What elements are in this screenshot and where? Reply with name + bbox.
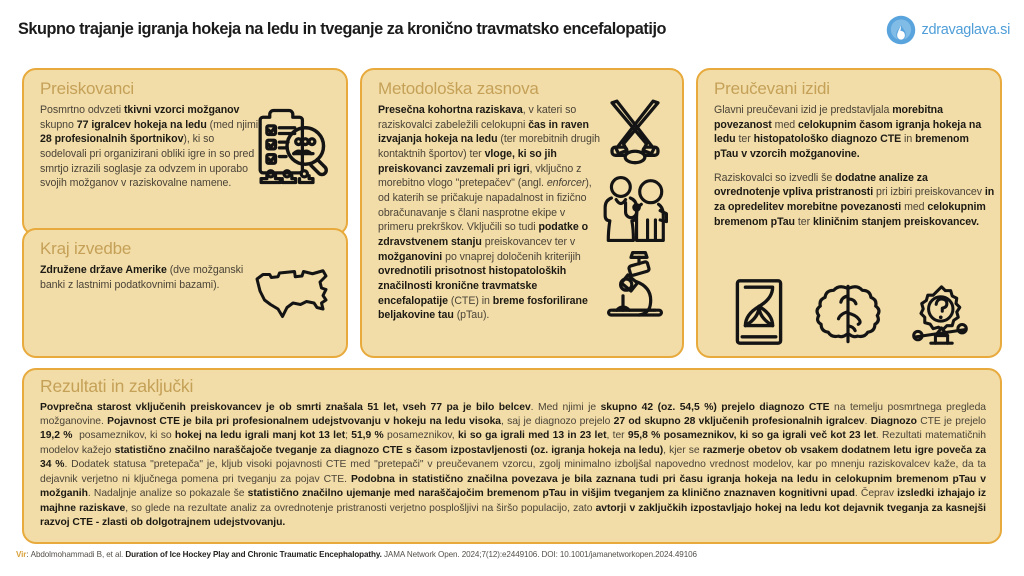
- header: [0, 0, 1024, 60]
- citation-prefix: Vir: [16, 550, 27, 559]
- usa-map-icon: [248, 264, 338, 324]
- panel-results-heading: Rezultati in zaključki: [40, 376, 194, 396]
- panel-results: [22, 368, 1002, 544]
- panel-outcomes-paragraph-1: Glavni preučevani izid je predstavljala morebitna povezanost med celokupnim časom igranja hokeja na ledu ter histopatološko diagnozo CTE in bremenom pTau v vzorcih možganovine.: [714, 104, 982, 161]
- brand-logo[interactable]: [886, 15, 1011, 45]
- microscope-icon: [599, 246, 671, 320]
- brand-name: zdravaglava.si: [921, 22, 1010, 38]
- brain-icon: [815, 280, 881, 348]
- doctor-patient-icon: [595, 176, 675, 242]
- panel-setting: [22, 228, 348, 358]
- source-citation: [16, 550, 1016, 559]
- panel-outcomes-icons: [716, 276, 986, 348]
- panel-methods-body: Presečna kohortna raziskava, v kateri so raziskovalci zabeležili celokupni čas in raven izvajanja hokeja na ledu (ter morebitnih drugih kontaktnih športov) ter vloge, ki so jih preiskovanci zavzemali pri igri, vključno z morebitno vlogo "pretepačev" (angl. enforcer), od katerih se pričakuje napadalnost in fizično obračunavanje s člani nasprotne ekipe v primeru prekrškov. Vključili so tudi podatke o zdravstvenem stanju preiskovancev ter v možganovini po vnaprej določenih kriterijih ovrednotili prisotnost histopatoloških značilnosti kronične travmatske encefalopatije (CTE) in breme fosforilirane beljakovine tau (pTau).: [378, 104, 600, 322]
- panel-subjects-icons: [240, 98, 336, 194]
- panel-methods: [360, 68, 684, 358]
- panel-methods-heading: Metodološka zasnova: [378, 79, 539, 98]
- crossed-hockey-sticks-puck-icon: [594, 96, 676, 172]
- citation-colon: :: [26, 550, 31, 559]
- panel-outcomes-body: [714, 103, 996, 229]
- panel-outcomes-heading: Preučevani izidi: [714, 79, 830, 98]
- panel-subjects-heading: Preiskovanci: [40, 79, 134, 98]
- citation-authors: Abdolmohammadi B, et al.: [30, 550, 124, 559]
- panel-setting-body: Združene države Amerike (dve možganski banki z lastnimi podatkovnimi bazami).: [40, 264, 244, 291]
- panel-subjects: [22, 68, 348, 236]
- panel-methods-icons: [594, 96, 676, 320]
- zdravaglava-logo-icon: [886, 15, 916, 45]
- citation-journal: JAMA Network Open. 2024;7(12):e2449106. DOI: 10.1001/jamanetworkopen.2024.49106: [383, 550, 697, 559]
- page-title: Skupno trajanje igranja hokeja na ledu in tveganje za kronično travmatsko encefalopatijo: [18, 20, 667, 39]
- panel-results-body: Povprečna starost vključenih preiskovancev je ob smrti znašala 51 let, vseh 77 pa je bilo belcev. Med njimi je skupno 42 (oz. 54,5 %) prejelo diagnozo CTE na temelju posmrtnega pregleda možganovine. Pojavnost CTE je bila pri profesionalnem udejstvovanju v hokeju na ledu visoka, saj je diagnozo prejelo 27 od skupno 28 vključenih profesionalnih igralcev. Diagnozo CTE je prejelo 19,2 % posameznikov, ki so hokej na ledu igrali manj kot 13 let; 51,9 % posameznikov, ki so ga igrali med 13 in 23 let, ter 95,8 % posameznikov, ki so ga igrali več kot 23 let. Rezultati matematičnih modelov kažejo statistično značilno naraščajoče tveganje za diagnozo CTE s časom izpostavljenosti (oz. igranja hokeja na ledu), kjer se razmerje obetov ob vsakem dodatnem letu igre poveča za 34 %. Dodatek statusa "pretepača" je, kljub visoki pojavnosti CTE med "pretepači" v preučevanem vzorcu, zgolj minimalno izboljšal napovedno vrednost modelov, kar po mnenju raziskovalcev kaže, da ta dejavnik verjetno ni ključnega pomena pri tveganju za pojav CTE. Podobna in statistično značilna povezava je bila zaznana tudi pri času igranja hokeja na ledu in celokupnim bremenom pTau v možganih. Nadaljnje analize so pokazale še statistično značilno ujemanje med naraščajočim bremenom pTau in višjim tveganjem za klinično znaznaven kognitivni upad. Čeprav izsledki izhajajo iz majhne raziskave, so glede na rezultate analiz za ovrednotenje pristranosti verjetno posplošljivi na širšo populacijo, zato avtorji v zaključkih izpostavljajo hokej na ledu kot dejavnik tveganja za kasnejši razvoj CTE - zlasti ob dolgotrajnem udejstvovanju.: [40, 401, 987, 529]
- hourglass-icon: [730, 276, 788, 348]
- panel-setting-heading: Kraj izvedbe: [40, 239, 132, 258]
- question-gear-seesaw-icon: [908, 282, 972, 348]
- panel-subjects-body: Posmrtno odvzeti tkivni vzorci možganov skupno 77 igralcev hokeja na ledu (med njimi 28 profesionalnih športnikov), ki so sodelovali pri organizirani obliki igre in so pred smrtjo izrazili soglasje za odvzem in uporabo svojih možganov v raziskovalne namene.: [40, 104, 259, 190]
- citation-article-title: Duration of Ice Hockey Play and Chronic Traumatic Encephalopathy.: [125, 550, 382, 559]
- panel-setting-icons: [248, 264, 338, 324]
- clipboard-checklist-icon: [240, 98, 336, 194]
- panel-outcomes: [696, 68, 1002, 358]
- panel-outcomes-paragraph-2: Raziskovalci so izvedli še dodatne analize za ovrednotenje vpliva pristranosti pri izbiri preiskovancev in za opredelitev morebitne povezanosti med celokupnim bremenom pTau ter kliničnim stanjem preiskovancev.: [714, 171, 995, 228]
